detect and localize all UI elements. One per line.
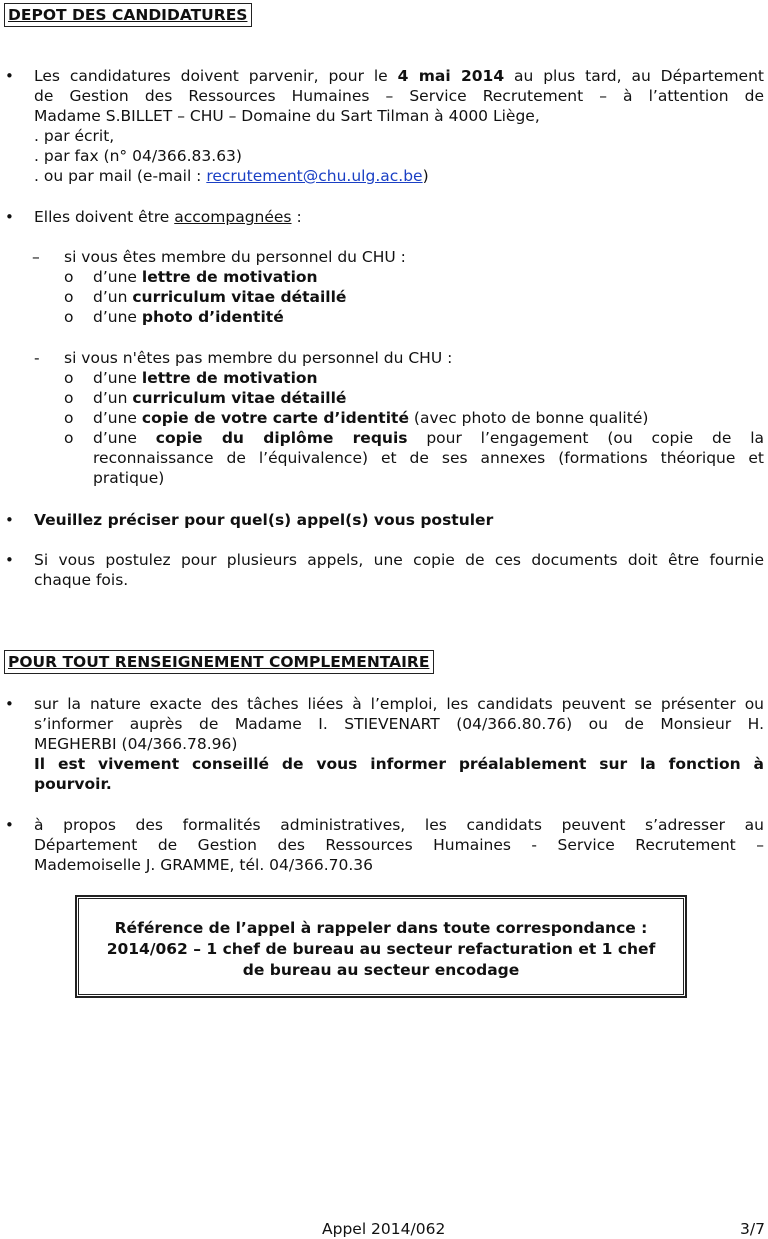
paragraph-specify-call: Veuillez préciser pour quel(s) appel(s) vous postuler xyxy=(34,511,494,529)
list-item: o d’un curriculum vitae détaillé xyxy=(64,389,347,407)
staff-list-title: si vous êtes membre du personnel du CHU : xyxy=(64,248,406,266)
bullet-marker: • xyxy=(5,816,14,834)
text-line: reconnaissance de l’équivalence) et de ses annexes (formations théorique et xyxy=(93,449,764,467)
paragraph-task-info xyxy=(34,694,764,794)
text-line: chaque fois. xyxy=(34,571,129,589)
reference-box xyxy=(75,895,687,998)
text-line: . ou par mail (e-mail : recrutement@chu.ulg.ac.be) xyxy=(34,167,429,185)
paragraph-submission xyxy=(34,66,764,186)
text-line: pourvoir. xyxy=(34,775,112,793)
reference-line: 2014/062 – 1 chef de bureau au secteur refacturation et 1 chef xyxy=(106,940,656,958)
bullet-marker: • xyxy=(5,511,14,529)
list-item: o d’une copie de votre carte d’identité (avec photo de bonne qualité) xyxy=(64,409,649,427)
text-line: . par fax (n° 04/366.83.63) xyxy=(34,147,242,165)
bullet-marker: • xyxy=(5,695,14,713)
reference-line: de bureau au secteur encodage xyxy=(242,961,520,979)
paragraph-admin-info xyxy=(34,815,764,875)
nonstaff-documents-list xyxy=(0,368,768,428)
text-line: Département de Gestion des Ressources Humaines - Service Recrutement – xyxy=(34,836,764,854)
page-number: 3/7 xyxy=(740,1220,765,1238)
text-line: à propos des formalités administratives, les candidats peuvent s’adresser au xyxy=(34,816,764,834)
bullet-marker: • xyxy=(5,551,14,569)
text-line: de Gestion des Ressources Humaines – Service Recrutement – à l’attention de xyxy=(34,87,764,105)
text-line: Si vous postulez pour plusieurs appels, une copie de ces documents doit être fournie xyxy=(34,551,764,569)
text-line: Les candidatures doivent parvenir, pour le 4 mai 2014 au plus tard, au Département xyxy=(34,67,764,85)
list-item: o d’une lettre de motivation xyxy=(64,268,318,286)
section-heading-information: POUR TOUT RENSEIGNEMENT COMPLEMENTAIRE xyxy=(4,650,434,674)
text-line: Mademoiselle J. GRAMME, tél. 04/366.70.36 xyxy=(34,856,374,874)
email-link[interactable]: recrutement@chu.ulg.ac.be xyxy=(206,167,423,185)
list-item: o d’un curriculum vitae détaillé xyxy=(64,288,347,306)
text-line: sur la nature exacte des tâches liées à l’emploi, les candidats peuvent se présenter ou xyxy=(34,695,764,713)
dash-marker: - xyxy=(34,349,40,367)
text-line: s’informer auprès de Madame I. STIEVENART (04/366.80.76) ou de Monsieur H. xyxy=(34,715,764,733)
section-heading-depot: DEPOT DES CANDIDATURES xyxy=(4,3,252,27)
list-item-diploma xyxy=(93,428,764,488)
text-line: . par écrit, xyxy=(34,127,115,145)
bullet-marker: • xyxy=(5,208,14,226)
text-line: MEGHERBI (04/366.78.96) xyxy=(34,735,238,753)
staff-documents-list xyxy=(0,267,768,327)
list-item: o d’une photo d’identité xyxy=(64,308,284,326)
dash-marker: – xyxy=(32,248,40,266)
paragraph-accompaniment: Elles doivent être accompagnées : xyxy=(34,208,302,226)
bullet-marker: • xyxy=(5,67,14,85)
footer-label: Appel 2014/062 xyxy=(322,1220,446,1238)
text-line: pratique) xyxy=(93,469,165,487)
deadline-date: 4 mai 2014 xyxy=(397,67,505,85)
reference-line: Référence de l’appel à rappeler dans toute correspondance : xyxy=(114,919,648,937)
list-marker: o xyxy=(64,429,74,447)
text-line: d’une copie du diplôme requis pour l’engagement (ou copie de la xyxy=(93,429,764,447)
paragraph-multiple-calls xyxy=(34,550,764,590)
list-item: o d’une lettre de motivation xyxy=(64,369,318,387)
text-line: Madame S.BILLET – CHU – Domaine du Sart Tilman à 4000 Liège, xyxy=(34,107,540,125)
nonstaff-list-title: si vous n'êtes pas membre du personnel du CHU : xyxy=(64,349,453,367)
text-line: Il est vivement conseillé de vous informer préalablement sur la fonction à xyxy=(34,755,764,773)
